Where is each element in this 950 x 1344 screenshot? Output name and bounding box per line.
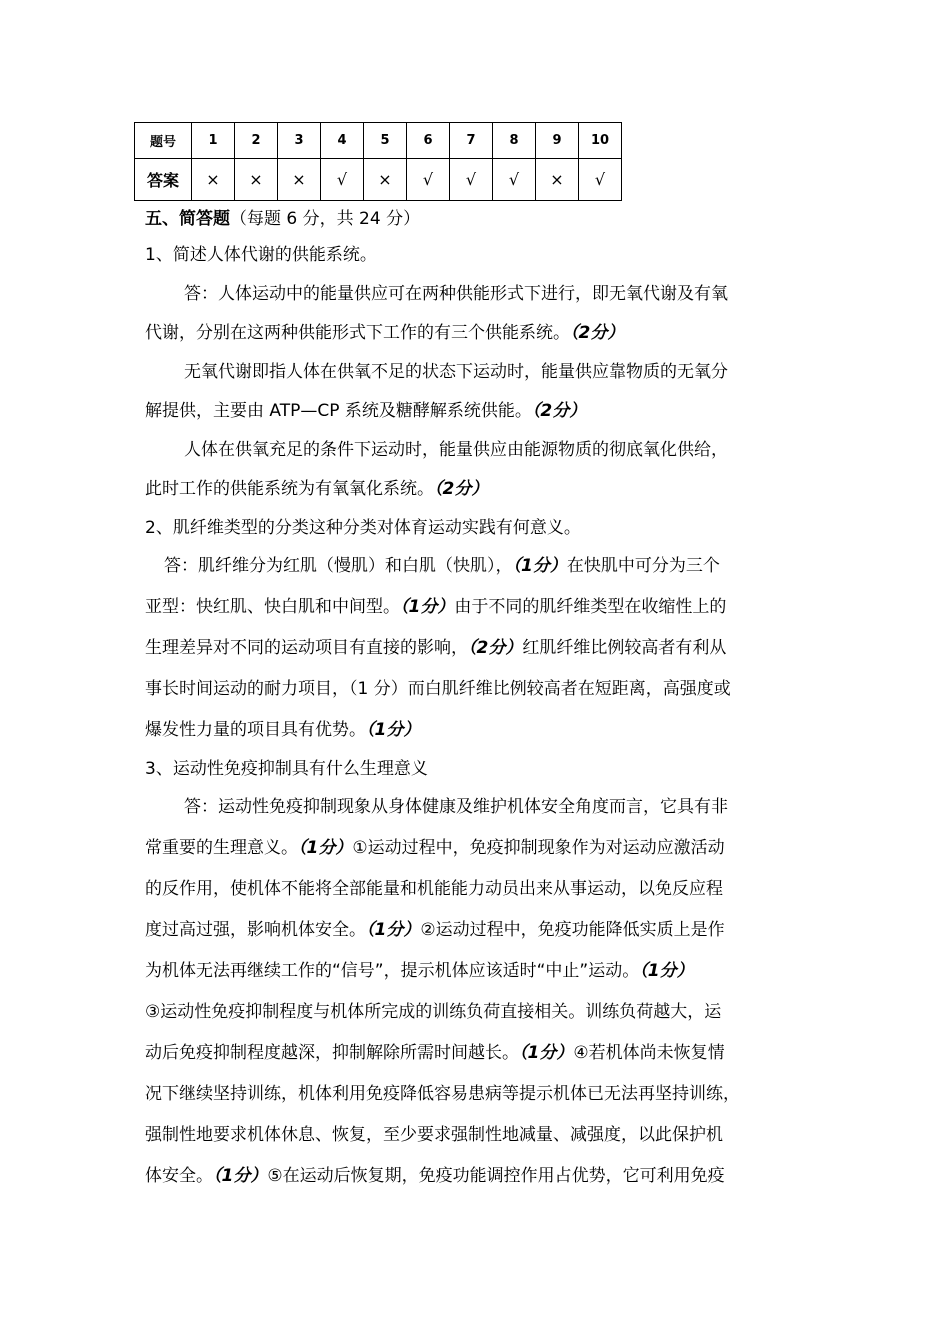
answer-line: 人体在供氧充足的条件下运动时，能量供应由能源物质的彻底氧化供给， [184, 440, 728, 460]
section-title: 五、简答题 [145, 209, 230, 229]
answer-text: 解提供，主要由 ATP—CP 系统及糖酵解系统供能。 [145, 401, 532, 421]
answer-text: 答：肌纤维分为红肌（慢肌）和白肌（快肌）， [164, 556, 513, 576]
answer-text: 爆发性力量的项目具有优势。 [145, 720, 366, 740]
table-cell: √ [493, 159, 536, 201]
points-label: （2分） [468, 638, 523, 658]
table-cell: √ [579, 159, 622, 201]
answer-text: 体安全。 [145, 1166, 213, 1186]
table-cell: 9 [536, 123, 579, 159]
table-row [135, 159, 622, 201]
answer-line [164, 553, 720, 579]
points-label: （2分） [531, 401, 587, 421]
answer-text: ①运动过程中，免疫抑制现象作为对运动应激活动 [352, 838, 725, 858]
points-label: （2分） [434, 479, 489, 499]
table-cell: 1 [192, 123, 235, 159]
answer-text: 为机体无法再继续工作的“信号”，提示机体应该适时“中止”运动。 [145, 961, 640, 981]
table-cell: × [278, 159, 321, 201]
answer-line: 强制性地要求机体休息、恢复，至少要求强制性地减量、减强度，以此保护机 [145, 1125, 723, 1145]
answer-line [145, 594, 726, 620]
question-1: 1、简述人体代谢的供能系统。 [145, 245, 377, 265]
answer-text: 生理差异对不同的运动项目有直接的影响， [145, 638, 468, 658]
answer-text: 由于不同的肌纤维类型在收缩性上的 [454, 597, 727, 617]
answer-line [145, 635, 726, 661]
answer-text: 此时工作的供能系统为有氧氧化系统。 [145, 479, 434, 499]
table-cell: × [364, 159, 407, 201]
table-cell: √ [407, 159, 450, 201]
table-cell: √ [321, 159, 364, 201]
answer-text: ②运动过程中，免疫功能降低实质上是作 [420, 920, 725, 940]
answer-text: ⑤在运动后恢复期，免疫功能调控作用占优势，它可利用免疫 [267, 1166, 725, 1186]
answer-line [145, 1163, 725, 1189]
points-label: （1分） [519, 1043, 574, 1063]
answer-text: 在快肌中可分为三个 [566, 556, 720, 576]
points-label: （2分） [570, 323, 625, 343]
answer-line: 答：人体运动中的能量供应可在两种供能形式下进行，即无氧代谢及有氧 [184, 284, 728, 304]
answer-line: 的反作用，使机体不能将全部能量和机能能力动员出来从事运动，以免反应程 [145, 879, 723, 899]
points-label: （1分） [512, 556, 567, 576]
table-cell: 10 [579, 123, 622, 159]
section-heading [145, 206, 420, 232]
answer-text: 动后免疫抑制程度越深，抑制解除所需时间越长。 [145, 1043, 519, 1063]
answer-table [134, 122, 622, 201]
answer-text: 度过高过强，影响机体安全。 [145, 920, 366, 940]
question-3: 3、运动性免疫抑制具有什么生理意义 [145, 759, 428, 779]
answer-line [145, 476, 488, 502]
row-header: 题号 [135, 123, 192, 159]
answer-text: 红肌纤维比例较高者有利从 [522, 638, 727, 658]
table-cell: × [192, 159, 235, 201]
points-label: （1分） [298, 838, 353, 858]
table-cell: 7 [450, 123, 493, 159]
answer-line [145, 835, 725, 861]
answer-line: ③运动性免疫抑制程度与机体所完成的训练负荷直接相关。训练负荷越大，运 [145, 1002, 722, 1022]
section-note: （每题 6 分，共 24 分） [230, 209, 421, 229]
table-cell: 4 [321, 123, 364, 159]
points-label: （1分） [400, 597, 455, 617]
table-row [135, 123, 622, 159]
points-label: （1分） [213, 1166, 268, 1186]
table-cell: × [235, 159, 278, 201]
answer-text: ④若机体尚未恢复情 [573, 1043, 725, 1063]
table-cell: 2 [235, 123, 278, 159]
answer-line [145, 1040, 725, 1066]
table-cell: 3 [278, 123, 321, 159]
answer-line [145, 320, 624, 346]
points-label: （1分） [366, 920, 421, 940]
answer-line: 无氧代谢即指人体在供氧不足的状态下运动时，能量供应靠物质的无氧分 [184, 362, 728, 382]
answer-text: 亚型：快红肌、快白肌和中间型。 [145, 597, 400, 617]
table-cell: 8 [493, 123, 536, 159]
answer-line [145, 917, 725, 943]
answer-line [145, 958, 694, 984]
answer-line: 答：运动性免疫抑制现象从身体健康及维护机体安全角度而言，它具有非 [184, 797, 728, 817]
row-header: 答案 [135, 159, 192, 201]
answer-line [145, 398, 586, 424]
answer-line [145, 717, 420, 743]
answer-text: 常重要的生理意义。 [145, 838, 298, 858]
table-cell: 6 [407, 123, 450, 159]
table-cell: × [536, 159, 579, 201]
question-2: 2、肌纤维类型的分类这种分类对体育运动实践有何意义。 [145, 518, 581, 538]
answer-line: 事长时间运动的耐力项目，（1 分）而白肌纤维比例较高者在短距离，高强度或 [145, 679, 731, 699]
points-label: （1分） [366, 720, 421, 740]
table-cell: √ [450, 159, 493, 201]
points-label: （1分） [639, 961, 694, 981]
answer-line: 况下继续坚持训练，机体利用免疫降低容易患病等提示机体已无法再坚持训练， [145, 1084, 740, 1104]
table-cell: 5 [364, 123, 407, 159]
answer-text: 代谢，分别在这两种供能形式下工作的有三个供能系统。 [145, 323, 570, 343]
